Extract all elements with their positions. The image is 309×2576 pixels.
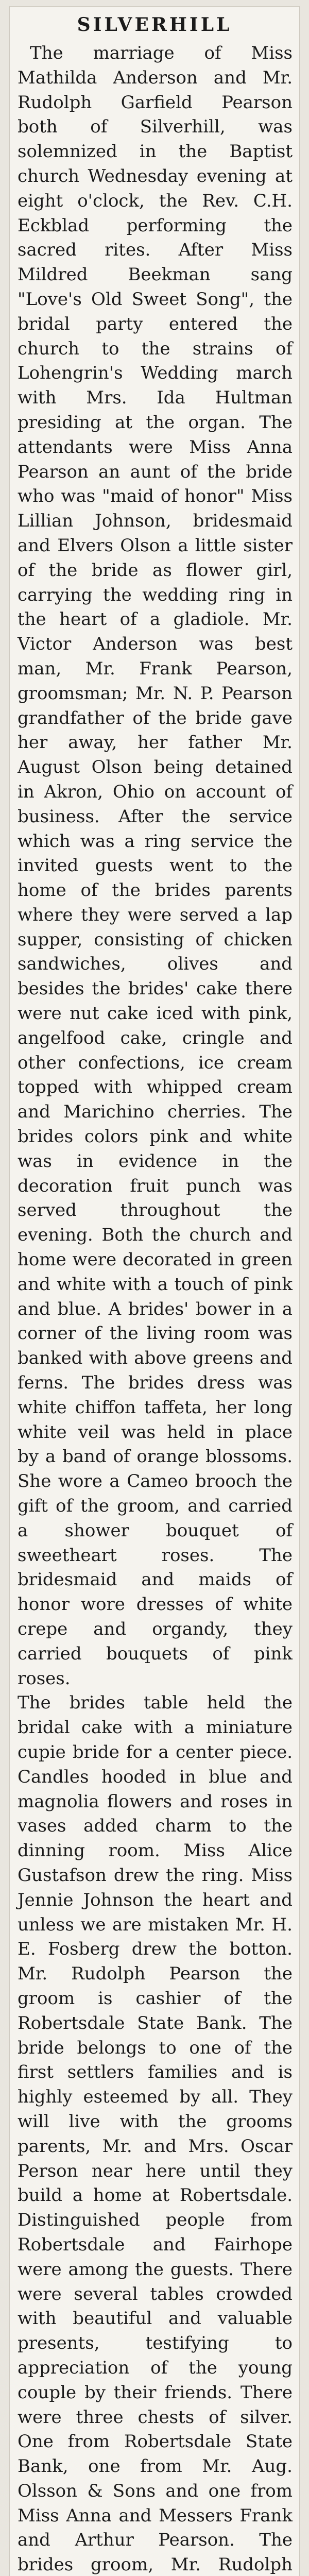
paragraph-wedding: The marriage of Miss Mathilda Anderson and Mr. Rudolph Garfield Pearson both of Silverhill, was solemnized in the Baptist church Wednesday evening at eight o'clock, the Rev. C.H. Eckblad performing the sacred rites. After Miss Mildred Beekman sang "Love's Old Sweet Song", the bridal party entered the church to the strains of Lohengrin's Wedding march with Mrs. Ida Hultman presiding at the organ. The attendants were Miss Anna Pearson an aunt of the bride who was "maid of honor" Miss Lillian Johnson, bridesmaid and Elvers Olson a little sister of the bride as flower girl, carrying the wedding ring in the heart of a gladiole. Mr. Victor Anderson was best man, Mr. Frank Pearson, groomsman; Mr. N. P. Pearson grandfather of the bride gave her away, her father Mr. August Olson being detained in Akron, Ohio on account of business. After the service which was a ring service the invited guests went to the home of the brides parents where they were served a lap supper, consisting of chicken sandwiches, olives and besides the brides' cake there were nut cake iced with pink, angelfood cake, cringle and other confections, ice cream topped with whipped cream and Marichino cherries. The brides colors pink and white was in evidence in the decoration fruit punch was served throughout the evening. Both the church and home were decorated in green and white with a touch of pink and blue. A brides' bower in a corner of the living room was banked with above greens and ferns. The brides dress was white chiffon taffeta, her long white veil was held in place by a band of orange blossoms. She wore a Cameo brooch the gift of the groom, and carried a shower bouquet of sweetheart roses. The bridesmaid and maids of honor wore dresses of white crepe and organdy, they carried bouquets of pink roses. — [18, 43, 293, 1689]
article-body — [9, 38, 300, 2576]
newspaper-clipping — [9, 6, 300, 2576]
heading-text: SILVERHILL — [77, 14, 232, 36]
column-heading — [9, 6, 300, 38]
paragraph-brides-table: The brides table held the bridal cake with a miniature cupie bride for a center piece. Candles hooded in blue and magnolia flowers and roses in vases added charm to the dinning room. Miss Alice Gustafson drew the ring. Miss Jennie Johnson the heart and unless we are mistaken Mr. H. E. Fosberg drew the botton. Mr. Rudolph Pearson the groom is cashier of the Robertsdale State Bank. The bride belongs to one of the first settlers families and is highly esteemed by all. They will live with the grooms parents, Mr. and Mrs. Oscar Person near here until they build a home at Robertsdale. Distinguished people from Robertsdale and Fairhope were among the guests. There were several tables crowded with beautiful and valuable presents, testifying to appreciation of the young couple by their friends. There were three chests of silver. One from Robertsdale State Bank, one from Mr. Aug. Olsson & Sons and one from Miss Anna and Messers Frank and Arthur Pearson. The brides groom, Mr. Rudolph — [18, 1692, 293, 2575]
